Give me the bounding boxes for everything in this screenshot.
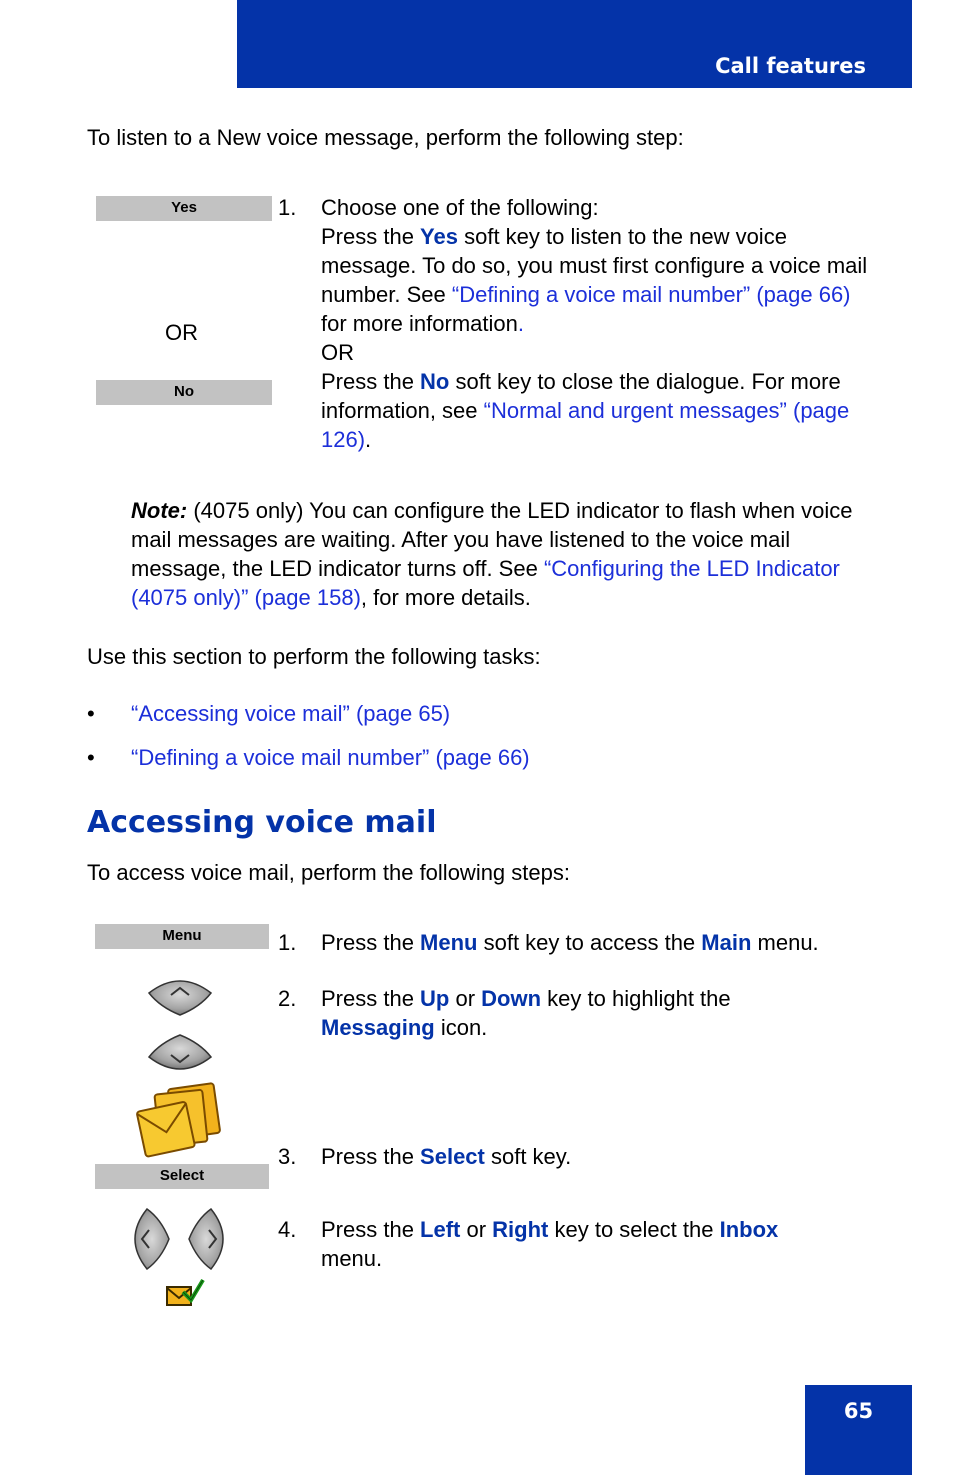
text-run: menu. [321, 1246, 383, 1271]
intro-text: To listen to a New voice message, perform the following step: [87, 125, 684, 150]
left-keyword: Left [420, 1217, 461, 1242]
text-run: or [460, 1217, 493, 1242]
bullet: • [87, 745, 95, 770]
option-no-text [321, 367, 881, 454]
page-number: 65 [843, 1399, 874, 1423]
left-right-nav-key-icon [129, 1205, 229, 1273]
text-run: , for more details. [360, 585, 531, 610]
note-text: (4075 only) You can configure the LED indicator to flash when voice mail messages are waiting. After you have listened to the voice mail message, the LED indicator turns off. See [131, 498, 853, 581]
step-number: 1. [278, 195, 297, 220]
or-text: OR [321, 340, 354, 365]
step-number: 2. [278, 986, 297, 1011]
text-run: Press the [321, 930, 421, 955]
section-heading: Accessing voice mail [87, 805, 437, 840]
text-run: menu. [751, 930, 819, 955]
down-keyword: Down [481, 986, 542, 1011]
step-number: 3. [278, 1144, 297, 1169]
messaging-envelopes-icon [137, 1082, 221, 1158]
configuring-led-link[interactable]: “Configuring the LED Indicator (4075 only)” (page 158) [131, 556, 840, 610]
up-keyword: Up [420, 986, 450, 1011]
text-run: Press the [321, 1217, 421, 1242]
step-2-text [321, 984, 791, 1042]
section-intro: To access voice mail, perform the following steps: [87, 860, 570, 885]
no-keyword: No [420, 369, 450, 394]
header-bar [237, 0, 912, 88]
text-run: soft key to listen to the new voice message. To do so, you must first configure a voice mail number. See [321, 224, 868, 307]
text-run: . [517, 311, 524, 336]
section-title: Call features [715, 54, 866, 78]
inbox-envelope-check-icon [165, 1278, 205, 1308]
text-run: Press the [321, 986, 421, 1011]
step-line: Choose one of the following: [321, 195, 599, 220]
text-run: or [449, 986, 482, 1011]
text-run: Press the [321, 1144, 421, 1169]
text-run: Press the [321, 369, 421, 394]
note-label: Note: [131, 498, 188, 523]
text-run: key to select the [548, 1217, 720, 1242]
select-softkey[interactable]: Select [95, 1164, 269, 1189]
step-number: 1. [278, 930, 297, 955]
right-keyword: Right [492, 1217, 549, 1242]
text-run: soft key. [484, 1144, 572, 1169]
select-keyword: Select [420, 1144, 485, 1169]
normal-urgent-messages-link[interactable]: “Normal and urgent messages” (page 126) [321, 398, 850, 452]
page-number-box [805, 1385, 912, 1475]
bullet: • [87, 701, 95, 726]
accessing-voice-mail-link[interactable]: “Accessing voice mail” (page 65) [131, 701, 451, 726]
menu-softkey[interactable]: Menu [95, 924, 269, 949]
up-down-nav-key-icon [145, 975, 215, 1075]
inbox-keyword: Inbox [719, 1217, 779, 1242]
option-yes-text [321, 222, 881, 338]
text-run: soft key to close the dialogue. For more information, see [321, 369, 841, 423]
text-run: soft key to access the [477, 930, 702, 955]
or-label: OR [165, 320, 198, 345]
step-3-text [321, 1142, 881, 1171]
no-softkey[interactable]: No [96, 380, 272, 405]
yes-softkey[interactable]: Yes [96, 196, 272, 221]
text-run: . [365, 427, 372, 452]
main-keyword: Main [701, 930, 752, 955]
menu-keyword: Menu [420, 930, 478, 955]
text-run: icon. [434, 1015, 488, 1040]
text-run: Press the [321, 224, 421, 249]
defining-voice-mail-link[interactable]: “Defining a voice mail number” (page 66) [451, 282, 851, 307]
defining-voice-mail-number-link[interactable]: “Defining a voice mail number” (page 66) [131, 745, 530, 770]
text-run: key to highlight the [541, 986, 731, 1011]
note [131, 496, 891, 612]
yes-keyword: Yes [420, 224, 458, 249]
messaging-keyword: Messaging [321, 1015, 435, 1040]
tasks-intro: Use this section to perform the following tasks: [87, 644, 541, 669]
step-1-text [321, 928, 881, 957]
step-4-text [321, 1215, 841, 1273]
step-number: 4. [278, 1217, 297, 1242]
text-run: for more information [321, 311, 518, 336]
listen-step-text [321, 193, 881, 454]
